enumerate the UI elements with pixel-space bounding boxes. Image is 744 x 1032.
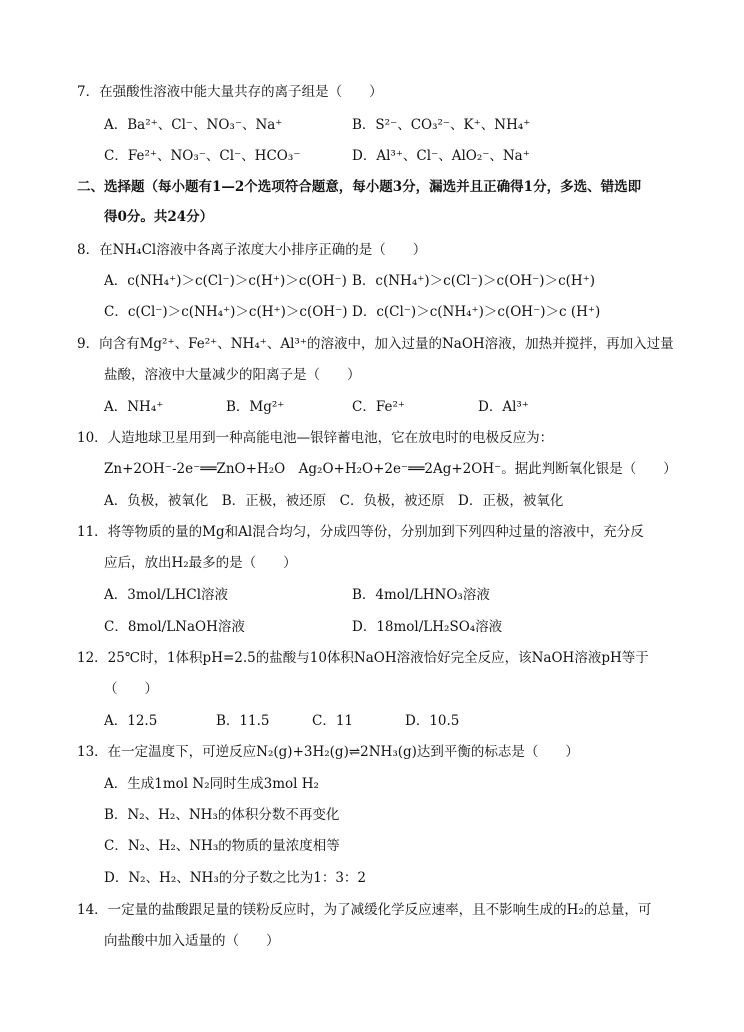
q9-option-b: B．Mg²⁺ [226,399,285,415]
q11-option-d: D．18mol/LH₂SO₄溶液 [352,619,503,635]
q9-stem: 9．向含有Mg²⁺、Fe²⁺、NH₄⁺、Al³⁺的溶液中，加入过量的NaOH溶液，加热并搅拌，再加入过量 [77,336,674,352]
q10-stem: 10．人造地球卫星用到一种高能电池—银锌蓄电池，它在放电时的电极反应为： [77,430,554,446]
q10-options: A．负极，被氧化 B．正极，被还原 C．负极，被还原 D．正极，被氧化 [104,493,564,509]
q9-stem-cont: 盐酸，溶液中大量减少的阳离子是（ ） [104,367,361,383]
q12-option-b: B．11.5 [216,713,270,729]
q13-option-a: A．生成1mol N₂同时生成3mol H₂ [104,776,319,792]
section2-heading-cont: 得0分。共24分） [104,209,214,225]
q13-option-d: D．N₂、H₂、NH₃的分子数之比为1：3：2 [104,870,366,886]
q14-stem: 14．一定量的盐酸跟足量的镁粉反应时，为了减缓化学反应速率，且不影响生成的H₂的总量，可 [77,902,652,918]
q9-option-d: D．Al³⁺ [478,399,529,415]
q8-option-b: B．c(NH₄⁺)＞c(Cl⁻)＞c(OH⁻)＞c(H⁺) [352,273,596,289]
q8-stem: 8．在NH₄Cl溶液中各离子浓度大小排序正确的是（ ） [77,242,427,258]
q8-option-a: A．c(NH₄⁺)＞c(Cl⁻)＞c(H⁺)＞c(OH⁻) [104,273,347,289]
q11-option-c: C．8mol/LNaOH溶液 [104,619,245,635]
q14-stem-cont: 向盐酸中加入适量的（ ） [104,933,280,949]
q11-option-b: B．4mol/LHNO₃溶液 [352,587,490,603]
q7-option-d: D．Al³⁺、Cl⁻、AlO₂⁻、Na⁺ [352,148,530,164]
q12-stem: 12．25℃时，1体积pH=2.5的盐酸与10体积NaOH溶液恰好完全反应，该NaOH溶液pH等于 [77,650,649,666]
q13-stem: 13．在一定温度下，可逆反应N₂(g)+3H₂(g)⇌2NH₃(g)达到平衡的标志是（ ） [77,744,579,760]
q7-option-b: B．S²⁻、CO₃²⁻、K⁺、NH₄⁺ [352,117,531,133]
q12-option-d: D．10.5 [405,713,460,729]
q11-stem-cont: 应后，放出H₂最多的是（ ） [104,555,297,571]
q12-stem-cont: （ ） [104,681,158,697]
q7-option-c: C．Fe²⁺、NO₃⁻、Cl⁻、HCO₃⁻ [104,148,301,164]
section2-heading: 二、选择题（每小题有1—2个选项符合题意，每小题3分，漏选并且正确得1分，多选、错选即 [77,179,642,195]
q12-option-c: C．11 [312,713,354,729]
q9-option-c: C．Fe²⁺ [352,399,405,415]
q12-option-a: A．12.5 [104,713,158,729]
q7-option-a: A．Ba²⁺、Cl⁻、NO₃⁻、Na⁺ [104,117,283,133]
q11-option-a: A．3mol/LHCl溶液 [104,587,229,603]
q8-option-d: D．c(Cl⁻)＞c(NH₄⁺)＞c(OH⁻)＞c (H⁺) [352,304,601,320]
q13-option-b: B．N₂、H₂、NH₃的体积分数不再变化 [104,807,340,823]
q10-equations: Zn+2OH⁻-2e⁻══ZnO+H₂O Ag₂O+H₂O+2e⁻══2Ag+2OH⁻。据此判断氧化银是（ ） [104,461,677,477]
q9-option-a: A．NH₄⁺ [104,399,164,415]
q13-option-c: C．N₂、H₂、NH₃的物质的量浓度相等 [104,838,340,854]
q11-stem: 11．将等物质的量的Mg和Al混合均匀，分成四等份，分别加到下列四种过量的溶液中，充分反 [77,524,644,540]
q7-stem: 7．在强酸性溶液中能大量共存的离子组是（ ） [77,84,383,100]
q8-option-c: C．c(Cl⁻)＞c(NH₄⁺)＞c(H⁺)＞c(OH⁻) [104,304,348,320]
